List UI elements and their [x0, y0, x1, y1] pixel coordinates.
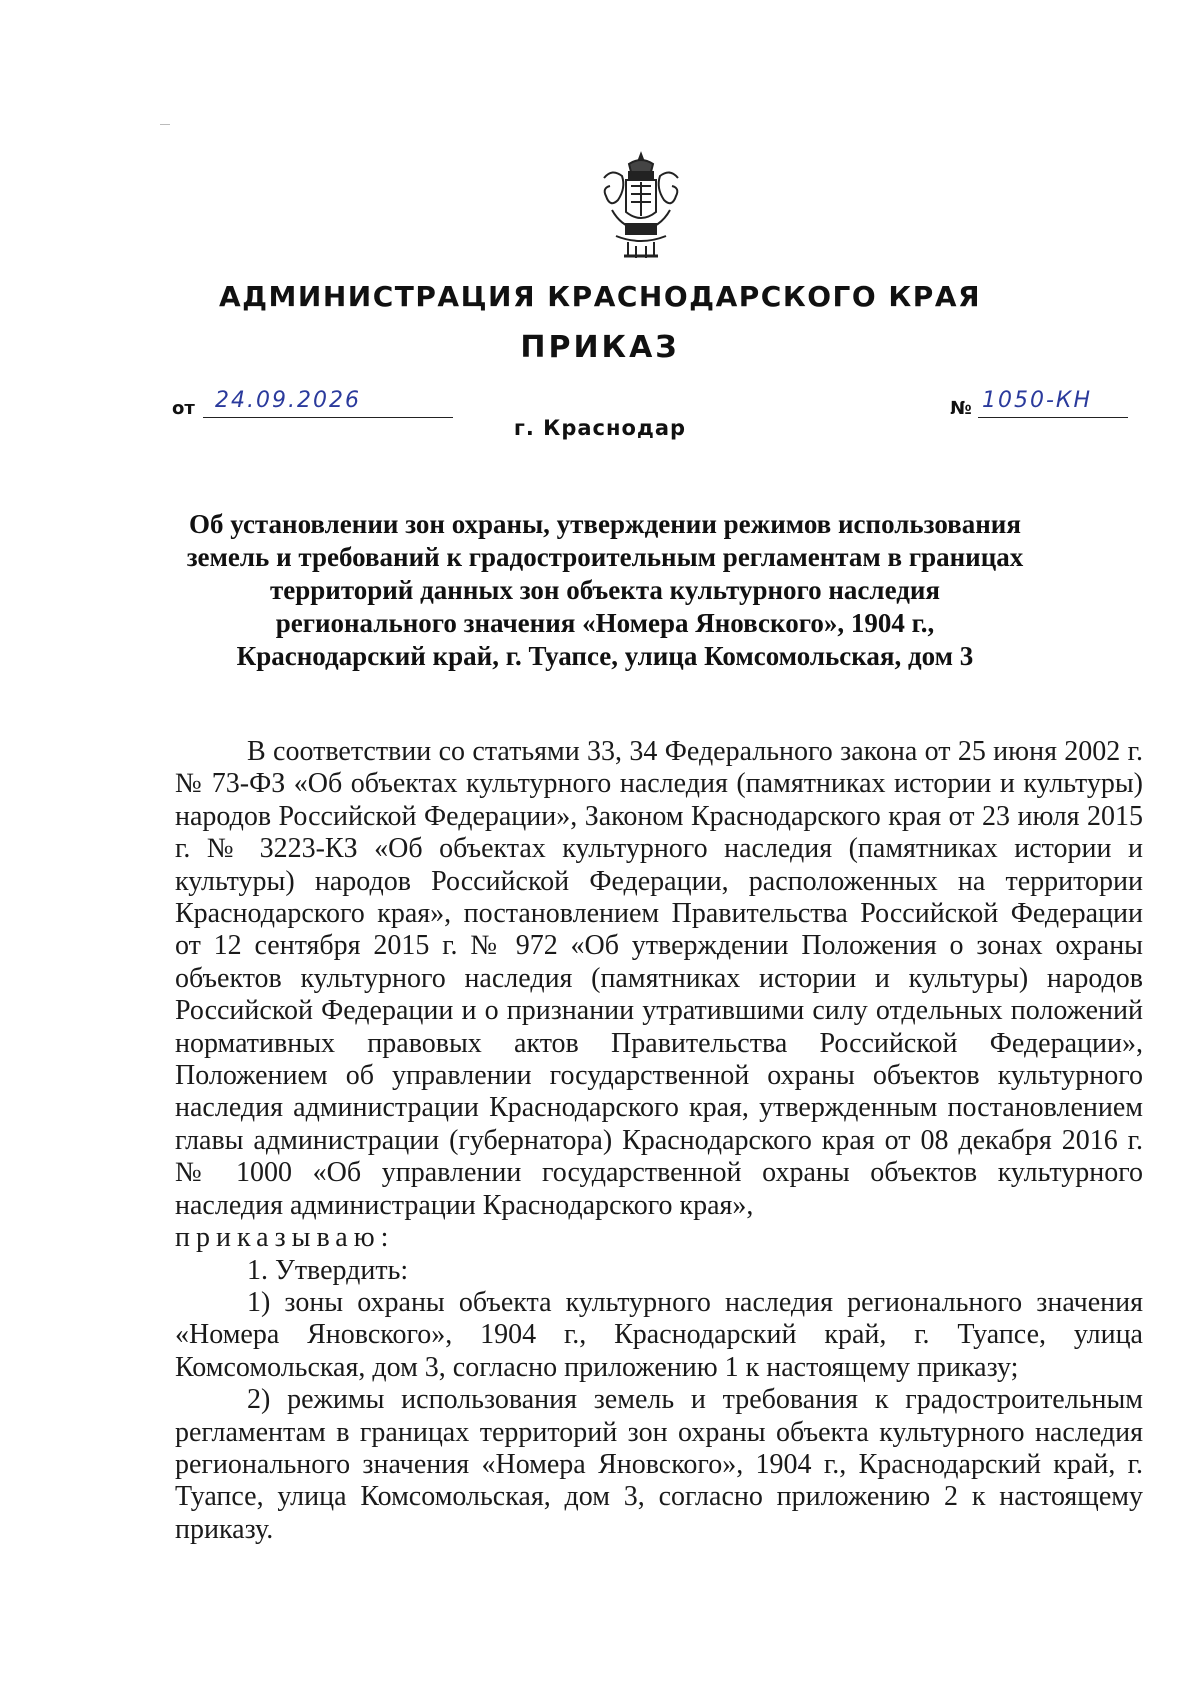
number-prefix: №	[950, 398, 972, 419]
document-subject: Об установлении зон охраны, утверждении режимов использования земель и требований к градостроительным регламентам в границах территорий данных зон объекта культурного наследия регионального значения «Номера Яновского», 1904 г., Краснодарский край, г. Туапсе, улица Комсомольская, дом 3	[186, 509, 1024, 671]
date-field: 24.09.2026	[203, 388, 453, 418]
document-body	[175, 736, 1143, 1546]
coat-of-arms-icon	[598, 150, 684, 262]
item-1-2: 2) режимы использования земель и требования к градостроительным регламентам в границах территорий зон охраны объекта культурного наследия регионального значения «Номера Яновского», 1904 г., Краснодарский край, г. Туапсе, улица Комсомольская, дом 3, согласно приложению 2 к настоящему приказу.	[175, 1384, 1143, 1545]
order-word: приказываю:	[175, 1222, 395, 1254]
city-label: г. Краснодар	[513, 416, 687, 440]
document-number-field: 1050-КН	[978, 388, 1128, 418]
item-1-1: 1) зоны охраны объекта культурного наследия регионального значения «Номера Яновского», 1904 г., Краснодарский край, г. Туапсе, улица Комсомольская, дом 3, согласно приложению 1 к настоящему приказу;	[175, 1286, 1143, 1383]
date-prefix: от	[172, 398, 195, 419]
item-1: 1. Утвердить:	[247, 1254, 409, 1286]
scan-artifact	[160, 124, 170, 125]
organization-title: АДМИНИСТРАЦИЯ КРАСНОДАРСКОГО КРАЯ	[218, 280, 982, 313]
document-type: ПРИКАЗ	[520, 330, 680, 365]
preamble-paragraph: В соответствии со статьями 33, 34 Федерального закона от 25 июня 2002 г. № 73-ФЗ «Об объектах культурного наследия (памятниках истории и культуры) народов Российской Федерации», Законом Краснодарского края от 23 июля 2015 г. № 3223-КЗ «Об объектах культурного наследия (памятниках истории и культуры) народов Российской Федерации, расположенных на территории Краснодарского края», постановлением Правительства Российской Федерации от 12 сентября 2015 г. № 972 «Об утверждении Положения о зонах охраны объектов культурного наследия (памятниках истории и культуры) народов Российской Федерации и о признании утратившими силу отдельных положений нормативных правовых актов Правительства Российской Федерации», Положением об управлении государственной охраны объектов культурного наследия администрации Краснодарского края, утвержденным постановлением главы администрации (губернатора) Краснодарского края от 08 декабря 2016 г. № 1000 «Об управлении государственной охраны объектов культурного наследия администрации Краснодарского края»,	[175, 736, 1143, 1221]
